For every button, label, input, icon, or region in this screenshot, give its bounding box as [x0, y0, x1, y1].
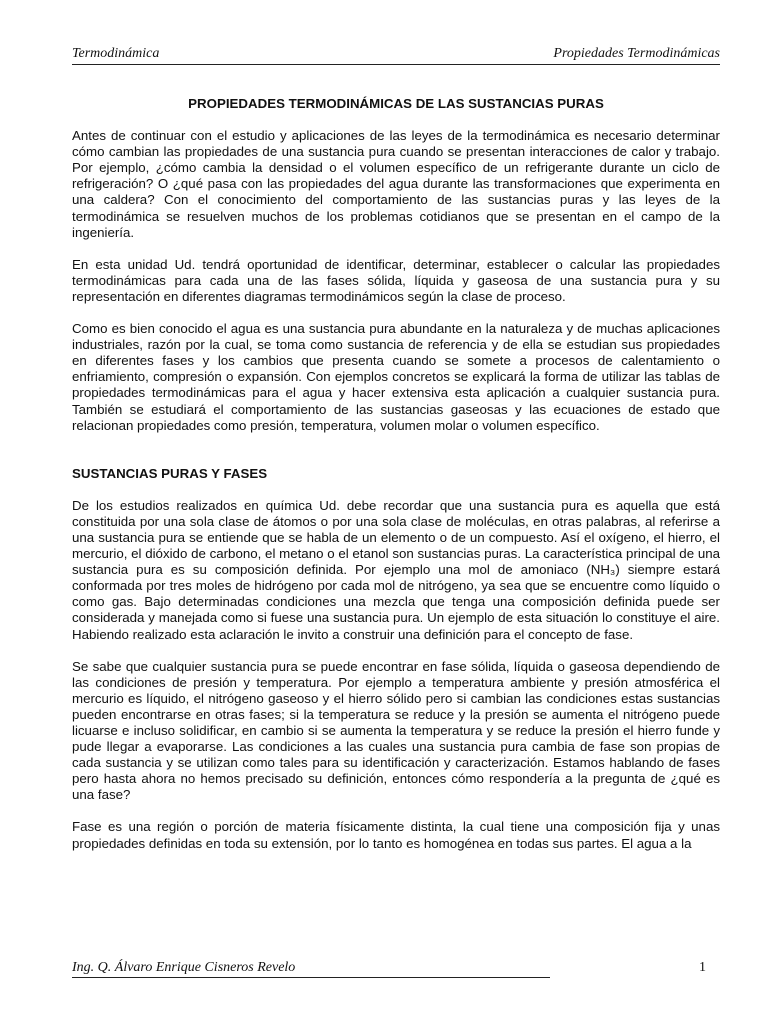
- paragraph-intro-1: Antes de continuar con el estudio y aplicaciones de las leyes de la termodinámica es necesario determinar cómo cambian las propiedades de una sustancia pura cuando se presentan interacciones de calor y trabajo. Por ejemplo, ¿cómo cambia la densidad o el volumen específico de un refrigerante durante un ciclo de refrigeración? O ¿qué pasa con las propiedades del agua durante las transformaciones que experimenta en una caldera? Con el conocimiento del comportamiento de las sustancias puras y las leyes de la termodinámica se resuelven muchos de los problemas cotidianos que se presentan en el campo de la ingeniería.: [72, 128, 720, 240]
- paragraph-intro-2: En esta unidad Ud. tendrá oportunidad de identificar, determinar, establecer o calcular las propiedades termodinámicas para cada una de las fases sólida, líquida y gaseosa de una sustancia pura y su representación en diferentes diagramas termodinámicos según la clase de proceso.: [72, 256, 720, 304]
- paragraph-section-2: Se sabe que cualquier sustancia pura se puede encontrar en fase sólida, líquida o gaseosa dependiendo de las condiciones de presión y temperatura. Por ejemplo a temperatura ambiente y presión atmosférica el mercurio es líquido, el nitrógeno gaseoso y el hierro sólido pero si cambian las condiciones estas sustancias pueden encontrarse en otras fases; si la temperatura se reduce y la presión se aumenta el nitrógeno puede licuarse e incluso solidificar, en cambio si se aumenta la temperatura y se reduce la presión el hierro funde y pude llegar a evaporarse. Las condiciones a las cuales una sustancia pura cambia de fase son propias de cada sustancia y se utilizan como tales para su identificación y caracterización. Estamos hablando de fases pero hasta ahora no hemos precisado su definición, entonces cómo respondería a la pregunta de ¿qué es una fase?: [72, 658, 720, 803]
- section-heading: SUSTANCIAS PURAS Y FASES: [72, 465, 268, 481]
- paragraph-intro-3: Como es bien conocido el agua es una sustancia pura abundante en la naturaleza y de muchas aplicaciones industriales, razón por la cual, se toma como sustancia de referencia y de ella se estudian sus propiedades en diferentes fases y los cambios que presenta cuando se somete a procesos de calentamiento o enfriamiento, compresión o expansión. Con ejemplos concretos se explicará la forma de utilizar las tablas de propiedades termodinámicas para el agua y hacer extensiva esta aplicación a cualquier sustancia pura. También se estudiará el comportamiento de las sustancias gaseosas y las ecuaciones de estado que relacionan propiedades como presión, temperatura, volumen molar o volumen específico.: [72, 321, 720, 433]
- document-body: [72, 96, 720, 868]
- page-number: 1: [699, 960, 706, 975]
- footer-author: Ing. Q. Álvaro Enrique Cisneros Revelo: [72, 960, 296, 975]
- paragraph-section-3: Fase es una región o porción de materia físicamente distinta, la cual tiene una composición fija y unas propiedades definidas en toda su extensión, por lo tanto es homogénea en todas sus partes. El agua a la: [72, 819, 720, 851]
- page-footer: [72, 958, 720, 978]
- paragraph-section-1: De los estudios realizados en química Ud. debe recordar que una sustancia pura es aquella que está constituida por una sola clase de átomos o por una sola clase de moléculas, en otras palabras, al referirse a una sustancia pura se entiende que se habla de un elemento o de un compuesto. Así el oxígeno, el hierro, el mercurio, el dióxido de carbono, el metano o el etanol son sustancias puras. La característica principal de una sustancia pura es su composición definida. Por ejemplo una mol de amoniaco (NH₃) siempre estará conformada por tres moles de hidrógeno por cada mol de nitrógeno, ya sea que se encuentre como líquido o como gas. Bajo determinadas condiciones una mezcla que tenga una composición definida puede ser considerada y manejada como si fuese una sustancia pura. Un ejemplo de esta situación lo constituye el aire. Habiendo realizado esta aclaración le invito a construir una definición para el concepto de fase.: [72, 497, 720, 642]
- footer-rule: [72, 977, 550, 978]
- header-left-text: Termodinámica: [72, 46, 160, 61]
- running-header: [72, 44, 720, 65]
- document-title: PROPIEDADES TERMODINÁMICAS DE LAS SUSTANCIAS PURAS: [188, 96, 604, 111]
- header-right-text: Propiedades Termodinámicas: [553, 46, 720, 61]
